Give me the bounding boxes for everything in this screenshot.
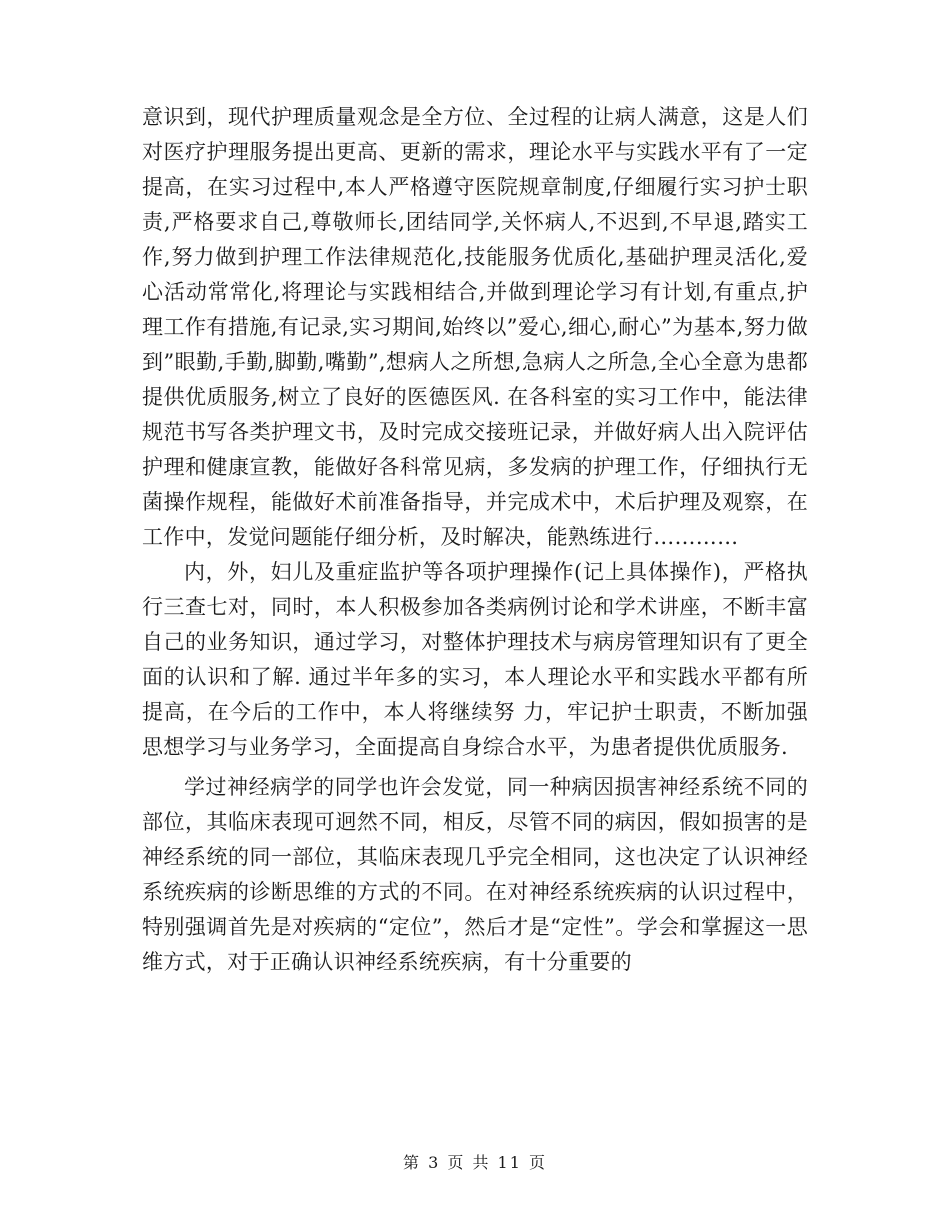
page-number-footer: 第 3 页 共 11 页 xyxy=(403,1153,547,1172)
paragraph-2: 内，外，妇儿及重症监护等各项护理操作(记上具体操作)，严格执行三查七对，同时，本人积极参加各类病例讨论和学术讲座，不断丰富自己的业务知识，通过学习，对整体护理技术与病房管理知识有了更全面的认识和了解. 通过半年多的实习，本人理论水平和实践水平都有所提高，在今后的工作中，本人将继续努 力，牢记护士职责，不断加强思想学习与业务学习，全面提高自身综合水平，为患者提供优质服务. xyxy=(142,560,808,759)
paragraph-3: 学过神经病学的同学也许会发觉，同一种病因损害神经系统不同的部位，其临床表现可迥然不同，相反，尽管不同的病因，假如损害的是神经系统的同一部位，其临床表现几乎完全相同，这也决定了认识神经系统疾病的诊断思维的方式的不同。在对神经系统疾病的认识过程中，特别强调首先是对疾病的“定位”，然后才是“定性”。学会和掌握这一思维方式，对于正确认识神经系统疾病，有十分重要的 xyxy=(142,775,808,974)
document-body xyxy=(142,100,808,980)
paragraph-1: 意识到，现代护理质量观念是全方位、全过程的让病人满意，这是人们对医疗护理服务提出更高、更新的需求，理论水平与实践水平有了一定提高，在实习过程中,本人严格遵守医院规章制度,仔细履行实习护士职责,严格要求自己,尊敬师长,团结同学,关怀病人,不迟到,不早退,踏实工作,努力做到护理工作法律规范化,技能服务优质化,基础护理灵活化,爱心活动常常化,将理论与实践相结合,并做到理论学习有计划,有重点,护理工作有措施,有记录,实习期间,始终以”爱心,细心,耐心”为基本,努力做到”眼勤,手勤,脚勤,嘴勤”,想病人之所想,急病人之所急,全心全意为患都提供优质服务,树立了良好的医德医风. 在各科室的实习工作中，能法律规范书写各类护理文书，及时完成交接班记录，并做好病人出入院评估护理和健康宣教，能做好各科常见病，多发病的护理工作，仔细执行无菌操作规程，能做好术前准备指导，并完成术中，术后护理及观察，在工作中，发觉问题能仔细分析，及时解决，能熟练进行………… xyxy=(142,105,808,549)
